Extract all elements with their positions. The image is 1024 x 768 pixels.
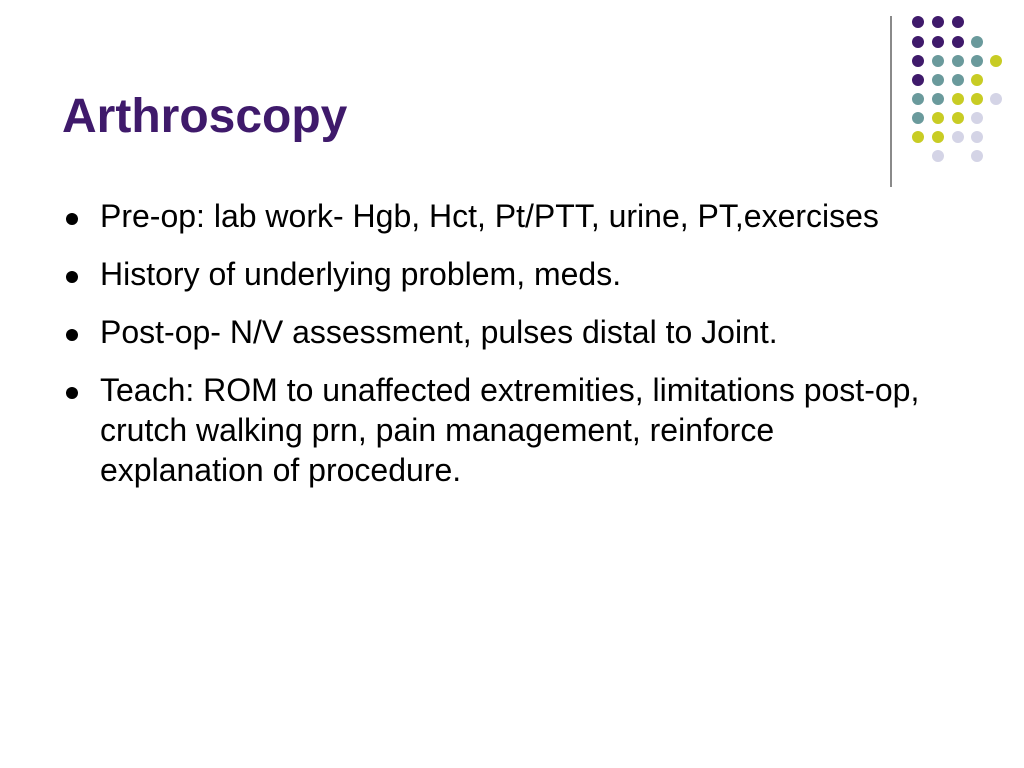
bullet-dot-icon	[66, 213, 78, 225]
dot	[912, 131, 924, 143]
dot	[971, 55, 983, 67]
bullet-dot-icon	[66, 329, 78, 341]
bullet-text: Pre-op: lab work- Hgb, Hct, Pt/PTT, urine, PT,exercises	[100, 198, 879, 234]
bullet-text: Teach: ROM to unaffected extremities, limitations post-op, crutch walking prn, pain management, reinforce explanation of procedure.	[100, 372, 920, 488]
decorative-dot-grid-icon	[0, 0, 1024, 200]
dot	[932, 93, 944, 105]
dot	[952, 16, 964, 28]
dot	[932, 16, 944, 28]
bullet-dot-icon	[66, 387, 78, 399]
bullet-item	[62, 254, 942, 294]
slide-title: Arthroscopy	[62, 90, 348, 143]
dot	[952, 36, 964, 48]
dot	[912, 93, 924, 105]
dot	[971, 131, 983, 143]
dot	[912, 55, 924, 67]
dot	[932, 150, 944, 162]
dot	[971, 93, 983, 105]
dot	[971, 112, 983, 124]
dot	[952, 55, 964, 67]
dot	[952, 93, 964, 105]
dot	[971, 150, 983, 162]
dot	[932, 74, 944, 86]
dot	[952, 131, 964, 143]
bullet-list	[62, 196, 942, 508]
dot	[932, 112, 944, 124]
dot	[912, 16, 924, 28]
bullet-text: Post-op- N/V assessment, pulses distal to Joint.	[100, 314, 778, 350]
bullet-item	[62, 370, 942, 490]
bullet-item	[62, 312, 942, 352]
dot	[971, 36, 983, 48]
dot	[912, 112, 924, 124]
dot	[952, 112, 964, 124]
dot	[952, 74, 964, 86]
dot	[990, 93, 1002, 105]
dot	[971, 74, 983, 86]
dot	[932, 36, 944, 48]
dot	[990, 55, 1002, 67]
dot	[912, 36, 924, 48]
dot	[912, 74, 924, 86]
bullet-text: History of underlying problem, meds.	[100, 256, 622, 292]
bullet-item	[62, 196, 942, 236]
dot	[932, 131, 944, 143]
dot	[932, 55, 944, 67]
bullet-dot-icon	[66, 271, 78, 283]
